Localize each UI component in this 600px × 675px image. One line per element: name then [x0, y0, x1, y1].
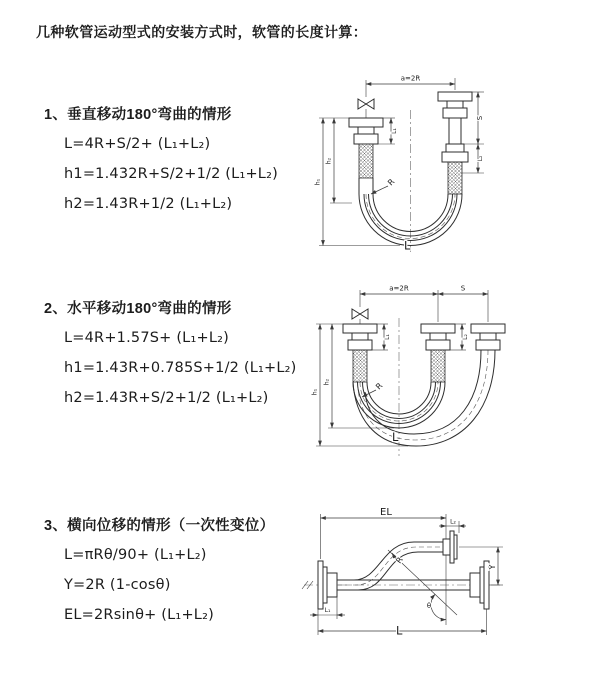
- braided-hose-section: [431, 350, 445, 382]
- construction-lines: [388, 514, 457, 625]
- braided-hose-section: [448, 162, 462, 194]
- dim-label-l1: L₁: [391, 128, 398, 134]
- dim-label-l1: L₁: [324, 607, 331, 614]
- dim-label-y: Y: [488, 564, 497, 570]
- hose-displaced: [353, 350, 495, 446]
- page-title: 几种软管运动型式的安装方式时，软管的长度计算：: [36, 24, 368, 40]
- dim-label-l2: L₂: [450, 518, 456, 526]
- dim-label-s: S: [460, 284, 466, 293]
- right-flange: [470, 561, 489, 609]
- formula-el: EL=2Rsinθ+ (L₁+L₂): [64, 607, 214, 623]
- dim-label-el: EL: [380, 507, 392, 518]
- section-vertical-bend: [44, 103, 278, 225]
- dimension-el: [321, 507, 447, 559]
- length-label: L: [404, 238, 411, 253]
- braided-hose-section: [359, 144, 373, 178]
- dim-label-l2: L₂: [462, 334, 469, 340]
- braided-hose-section: [353, 350, 367, 382]
- angle-arc: [431, 594, 446, 619]
- formula-h2: h2=1.43R+S/2+1/2 (L₁+L₂): [64, 390, 269, 406]
- right-fitting: [438, 92, 472, 194]
- dim-label-h2: h₂: [323, 378, 331, 386]
- upper-flange: [443, 531, 457, 563]
- formula-length: L=4R+S/2+ (L₁+L₂): [64, 136, 211, 152]
- left-fitting: [349, 99, 383, 178]
- valve-icon: [366, 99, 374, 109]
- dim-label-h1: h₁: [311, 388, 319, 396]
- dim-label-h2: h₂: [325, 157, 333, 165]
- diagram-lateral-displacement: [296, 503, 600, 658]
- diagram-horizontal-180-bend: [308, 280, 600, 460]
- section-3-heading: 3、横向位移的情形（一次性变位）: [44, 518, 275, 534]
- right-fitting: [471, 324, 505, 350]
- dim-label-a2r: a=2R: [389, 284, 409, 293]
- formula-y: Y=2R (1-cosθ): [64, 577, 171, 593]
- dimension-l: [318, 609, 487, 638]
- left-fitting: [343, 309, 377, 382]
- diagram-vertical-180-bend: [312, 66, 584, 254]
- radius-label: R: [386, 177, 397, 188]
- left-flange: [318, 561, 337, 609]
- radius-callout: [371, 177, 397, 194]
- formula-h2: h2=1.43R+1/2 (L₁+L₂): [64, 196, 233, 212]
- hose-s-curve: [337, 542, 445, 590]
- dim-label-a2r: a=2R: [400, 74, 421, 83]
- valve-icon: [352, 309, 360, 319]
- formula-h1: h1=1.432R+S/2+1/2 (L₁+L₂): [64, 166, 278, 182]
- formula-length: L=4R+1.57S+ (L₁+L₂): [64, 330, 229, 346]
- middle-fitting: [421, 324, 455, 382]
- section-1-heading: 1、垂直移动180°弯曲的情形: [44, 107, 232, 123]
- section-2-heading: 2、水平移动180°弯曲的情形: [44, 301, 232, 317]
- dim-label-l2: L₂: [477, 155, 484, 162]
- angle-label: θ: [426, 602, 432, 610]
- dimension-a2r-s: [360, 285, 488, 323]
- radius-label: R: [394, 555, 405, 566]
- section-horizontal-bend: [44, 297, 297, 419]
- valve-icon: [358, 99, 366, 109]
- length-label: L: [396, 623, 403, 638]
- dim-label-s: S: [476, 115, 484, 121]
- section-lateral-displacement: [44, 514, 274, 636]
- formula-h1: h1=1.43R+0.785S+1/2 (L₁+L₂): [64, 360, 297, 376]
- dim-label-l1: L₁: [384, 334, 391, 340]
- dim-label-h1: h₁: [314, 178, 322, 186]
- length-label: L: [392, 430, 399, 444]
- valve-icon: [360, 309, 368, 319]
- formula-length: L=πRθ/90+ (L₁+L₂): [64, 547, 207, 563]
- radius-label: R: [374, 381, 385, 392]
